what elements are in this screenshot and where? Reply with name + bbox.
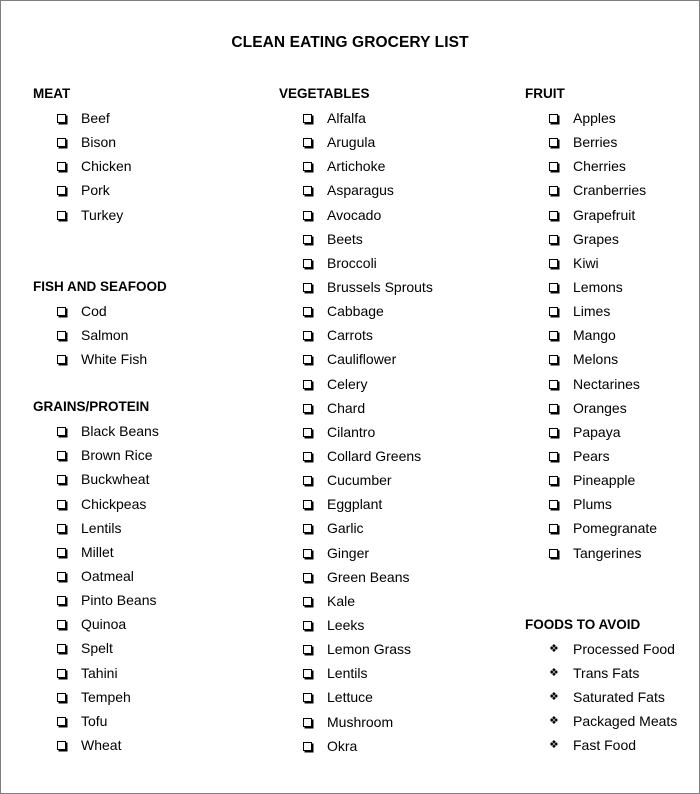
item-label: Brussels Sprouts	[327, 278, 433, 295]
checkbox-icon[interactable]	[549, 186, 558, 195]
list-item[interactable]	[525, 181, 677, 205]
checkbox-icon[interactable]	[57, 500, 66, 509]
section-heading: MEAT	[33, 86, 71, 101]
diamond-bullet-icon: ❖	[549, 690, 559, 703]
item-label: Alfalfa	[327, 110, 366, 126]
checkbox-icon[interactable]	[57, 451, 66, 460]
section-fish-and-seafood	[33, 278, 167, 374]
list-item[interactable]	[279, 375, 433, 399]
item-label: Tofu	[81, 712, 108, 729]
checkbox-icon[interactable]	[303, 621, 312, 630]
item-label: Collard Greens	[327, 447, 422, 464]
checkbox-icon[interactable]	[549, 283, 558, 292]
list-item[interactable]	[525, 447, 677, 471]
item-label: Wheat	[81, 736, 122, 753]
checkbox-icon[interactable]	[549, 524, 558, 533]
section-heading: VEGETABLES	[279, 86, 370, 101]
checkbox-icon[interactable]	[57, 548, 66, 557]
item-label: Pears	[573, 447, 610, 464]
item-label: Saturated Fats	[573, 688, 665, 705]
list-item[interactable]	[33, 591, 167, 615]
diamond-bullet-icon: ❖	[549, 739, 559, 752]
list-item[interactable]	[279, 713, 433, 737]
list-item	[525, 736, 677, 760]
list-item[interactable]	[33, 181, 167, 205]
checkbox-icon[interactable]	[303, 380, 312, 389]
item-label: Brown Rice	[81, 447, 153, 464]
list-item[interactable]	[33, 470, 167, 494]
section-grains-protein	[33, 398, 167, 760]
list-item[interactable]	[279, 109, 433, 133]
item-label: Berries	[573, 134, 618, 151]
list-item[interactable]	[525, 375, 677, 399]
item-label: Nectarines	[573, 375, 640, 392]
section-foods-to-avoid	[525, 616, 677, 761]
item-label: Artichoke	[327, 158, 386, 175]
list-item[interactable]	[33, 109, 167, 133]
list-item[interactable]	[525, 278, 677, 302]
list-item[interactable]	[33, 712, 167, 736]
checkbox-icon[interactable]	[549, 162, 558, 171]
section-fruit	[525, 85, 677, 568]
item-label: Mushroom	[327, 713, 394, 730]
item-label: Lentils	[327, 665, 368, 682]
item-label: Okra	[327, 737, 358, 754]
checkbox-icon[interactable]	[549, 355, 558, 364]
list-item[interactable]	[525, 350, 677, 374]
item-label: Carrots	[327, 327, 373, 344]
item-label: Papaya	[573, 423, 621, 440]
item-label: Processed Food	[573, 640, 675, 657]
checkbox-icon[interactable]	[303, 573, 312, 582]
item-label: Tangerines	[573, 544, 642, 561]
item-label: Grapefruit	[573, 206, 636, 223]
checkbox-icon[interactable]	[57, 475, 66, 484]
checkbox-icon[interactable]	[57, 693, 66, 702]
list-item[interactable]	[525, 206, 677, 230]
item-label: Lemons	[573, 278, 623, 295]
list-item[interactable]	[525, 157, 677, 181]
list-item[interactable]	[279, 544, 433, 568]
list-item[interactable]	[279, 254, 433, 278]
checkbox-icon[interactable]	[57, 355, 66, 364]
checkbox-icon[interactable]	[57, 620, 66, 629]
list-item[interactable]	[33, 302, 167, 326]
item-label: Mango	[573, 327, 616, 344]
item-label: Cilantro	[327, 423, 376, 440]
list-item[interactable]	[33, 446, 167, 470]
item-label: Black Beans	[81, 423, 159, 440]
checkbox-icon[interactable]	[57, 211, 66, 220]
checkbox-icon[interactable]	[303, 597, 312, 606]
checkbox-icon[interactable]	[549, 404, 558, 413]
item-label: Pineapple	[573, 472, 636, 489]
checkbox-icon[interactable]	[549, 138, 558, 147]
item-label: Green Beans	[327, 568, 410, 585]
list-item[interactable]	[279, 278, 433, 302]
list-item[interactable]	[525, 109, 677, 133]
item-label: Kale	[327, 592, 356, 609]
checkbox-icon[interactable]	[303, 114, 312, 123]
list-item[interactable]	[279, 519, 433, 543]
checkbox-icon[interactable]	[549, 549, 558, 558]
checkbox-icon[interactable]	[549, 452, 558, 461]
checkbox-icon[interactable]	[303, 283, 312, 292]
item-label: Garlic	[327, 520, 364, 537]
list-item[interactable]	[33, 422, 167, 446]
list-item[interactable]	[279, 230, 433, 254]
list-item	[525, 664, 677, 688]
item-label: Pork	[81, 182, 110, 199]
checkbox-icon[interactable]	[303, 669, 312, 678]
item-label: Tempeh	[81, 688, 131, 705]
item-label: Millet	[81, 543, 114, 560]
list-item[interactable]	[525, 471, 677, 495]
list-item[interactable]	[33, 688, 167, 712]
list-item[interactable]	[525, 133, 677, 157]
checkbox-icon[interactable]	[303, 307, 312, 316]
checkbox-icon[interactable]	[57, 427, 66, 436]
item-label: Cabbage	[327, 303, 384, 320]
item-label: Kiwi	[573, 254, 599, 271]
list-item[interactable]	[33, 133, 167, 157]
section-vegetables	[279, 85, 433, 761]
item-label: Lemon Grass	[327, 641, 412, 658]
list-item	[525, 712, 677, 736]
section-meat	[33, 85, 167, 230]
checkbox-icon[interactable]	[549, 476, 558, 485]
item-label: Leeks	[327, 616, 365, 633]
item-label: Turkey	[81, 206, 124, 223]
column-2	[279, 85, 433, 761]
list-item[interactable]	[33, 157, 167, 181]
checkbox-icon[interactable]	[57, 114, 66, 123]
item-label: Melons	[573, 351, 619, 368]
item-label: Grapes	[573, 230, 619, 247]
list-item[interactable]	[525, 423, 677, 447]
item-label: Chard	[327, 399, 366, 416]
checkbox-icon[interactable]	[303, 428, 312, 437]
item-label: Ginger	[327, 544, 370, 561]
item-label: Broccoli	[327, 254, 377, 271]
checkbox-icon[interactable]	[549, 114, 558, 123]
diamond-bullet-icon: ❖	[549, 666, 559, 679]
item-label: Eggplant	[327, 496, 383, 513]
checkbox-icon[interactable]	[57, 307, 66, 316]
item-label: Cherries	[573, 158, 626, 175]
checkbox-icon[interactable]	[57, 524, 66, 533]
list-item[interactable]	[33, 350, 167, 374]
checkbox-icon[interactable]	[57, 596, 66, 605]
list-item[interactable]	[279, 181, 433, 205]
checkbox-icon[interactable]	[303, 162, 312, 171]
list-item[interactable]	[279, 664, 433, 688]
item-label: Beets	[327, 230, 363, 247]
diamond-bullet-icon: ❖	[549, 715, 559, 728]
item-label: Pinto Beans	[81, 592, 157, 609]
checkbox-icon[interactable]	[57, 186, 66, 195]
checkbox-icon[interactable]	[303, 524, 312, 533]
list-item[interactable]	[279, 133, 433, 157]
checkbox-icon[interactable]	[549, 307, 558, 316]
list-item[interactable]	[33, 567, 167, 591]
checkbox-icon[interactable]	[549, 500, 558, 509]
checkbox-icon[interactable]	[57, 331, 66, 340]
list-item[interactable]	[279, 326, 433, 350]
item-label: White Fish	[81, 350, 148, 367]
list-item[interactable]	[279, 737, 433, 761]
list-item[interactable]	[279, 447, 433, 471]
item-label: Oatmeal	[81, 567, 134, 584]
checkbox-icon[interactable]	[303, 500, 312, 509]
checkbox-icon[interactable]	[303, 693, 312, 702]
list-item[interactable]	[33, 543, 167, 567]
item-label: Cod	[81, 302, 107, 319]
list-item[interactable]	[279, 616, 433, 640]
list-item[interactable]	[525, 254, 677, 278]
checkbox-icon[interactable]	[57, 741, 66, 750]
checkbox-icon[interactable]	[303, 718, 312, 727]
item-label: Buckwheat	[81, 471, 150, 488]
checkbox-icon[interactable]	[549, 428, 558, 437]
checkbox-icon[interactable]	[549, 235, 558, 244]
list-item[interactable]	[33, 664, 167, 688]
column-1	[33, 85, 167, 760]
diamond-bullet-icon: ❖	[549, 642, 559, 655]
item-label: Chickpeas	[81, 495, 147, 512]
item-label: Packaged Meats	[573, 713, 678, 730]
checkbox-icon[interactable]	[57, 717, 66, 726]
list-item[interactable]	[33, 639, 167, 663]
checkbox-icon[interactable]	[57, 162, 66, 171]
checkbox-icon[interactable]	[303, 138, 312, 147]
checkbox-icon[interactable]	[303, 259, 312, 268]
section-heading: FOODS TO AVOID	[525, 616, 641, 632]
checkbox-icon[interactable]	[549, 259, 558, 268]
list-item[interactable]	[279, 568, 433, 592]
item-label: Trans Fats	[573, 664, 640, 681]
checkbox-icon[interactable]	[57, 644, 66, 653]
list-item[interactable]	[33, 519, 167, 543]
item-label: Apples	[573, 110, 616, 126]
checkbox-icon[interactable]	[303, 186, 312, 195]
section-heading: GRAINS/PROTEIN	[33, 399, 150, 415]
item-label: Lettuce	[327, 689, 373, 706]
item-label: Cauliflower	[327, 351, 397, 368]
list-item[interactable]	[525, 230, 677, 254]
list-item[interactable]	[279, 471, 433, 495]
list-item[interactable]	[525, 544, 677, 568]
item-label: Oranges	[573, 399, 627, 416]
checkbox-icon[interactable]	[549, 211, 558, 220]
item-label: Limes	[573, 303, 611, 320]
checkbox-icon[interactable]	[303, 211, 312, 220]
checkbox-icon[interactable]	[549, 380, 558, 389]
item-label: Celery	[327, 375, 368, 392]
list-item[interactable]	[33, 736, 167, 760]
list-item[interactable]	[279, 640, 433, 664]
checkbox-icon[interactable]	[303, 645, 312, 654]
list-item[interactable]	[525, 399, 677, 423]
item-label: Quinoa	[81, 616, 127, 633]
list-item[interactable]	[279, 495, 433, 519]
section-heading: FISH AND SEAFOOD	[33, 278, 167, 294]
list-item[interactable]	[279, 592, 433, 616]
item-label: Bison	[81, 134, 117, 151]
checkbox-icon[interactable]	[303, 355, 312, 364]
checkbox-icon[interactable]	[57, 669, 66, 678]
list-item[interactable]	[525, 326, 677, 350]
checkbox-icon[interactable]	[57, 138, 66, 147]
checkbox-icon[interactable]	[303, 235, 312, 244]
list-item[interactable]	[33, 615, 167, 639]
checkbox-icon[interactable]	[303, 549, 312, 558]
item-label: Arugula	[327, 134, 376, 151]
list-item[interactable]	[279, 206, 433, 230]
checkbox-icon[interactable]	[303, 476, 312, 485]
list-item[interactable]	[279, 157, 433, 181]
list-item[interactable]	[279, 688, 433, 712]
item-label: Pomegranate	[573, 520, 658, 537]
checkbox-icon[interactable]	[303, 404, 312, 413]
page-title: CLEAN EATING GROCERY LIST	[231, 34, 469, 51]
list-item[interactable]	[279, 302, 433, 326]
list-item[interactable]	[33, 206, 167, 230]
item-label: Spelt	[81, 640, 113, 657]
checkbox-icon[interactable]	[303, 331, 312, 340]
item-label: Cranberries	[573, 182, 647, 199]
list-item[interactable]	[279, 423, 433, 447]
item-label: Lentils	[81, 519, 122, 536]
item-label: Tahini	[81, 664, 118, 681]
section-heading: FRUIT	[525, 86, 565, 101]
item-label: Cucumber	[327, 472, 392, 489]
item-label: Plums	[573, 496, 612, 513]
list-item[interactable]	[525, 302, 677, 326]
column-3	[525, 85, 677, 760]
list-item[interactable]	[33, 326, 167, 350]
list-item	[525, 688, 677, 712]
checkbox-icon[interactable]	[549, 331, 558, 340]
list-item[interactable]	[525, 519, 677, 543]
checkbox-icon[interactable]	[57, 572, 66, 581]
checkbox-icon[interactable]	[303, 452, 312, 461]
item-label: Salmon	[81, 326, 129, 343]
item-label: Chicken	[81, 158, 132, 175]
list-item[interactable]	[33, 495, 167, 519]
list-item[interactable]	[279, 399, 433, 423]
item-label: Beef	[81, 110, 110, 126]
list-item[interactable]	[525, 495, 677, 519]
list-item[interactable]	[279, 350, 433, 374]
item-label: Avocado	[327, 206, 382, 223]
item-label: Asparagus	[327, 182, 394, 199]
item-label: Fast Food	[573, 737, 637, 754]
list-item	[525, 640, 677, 664]
checkbox-icon[interactable]	[303, 742, 312, 751]
